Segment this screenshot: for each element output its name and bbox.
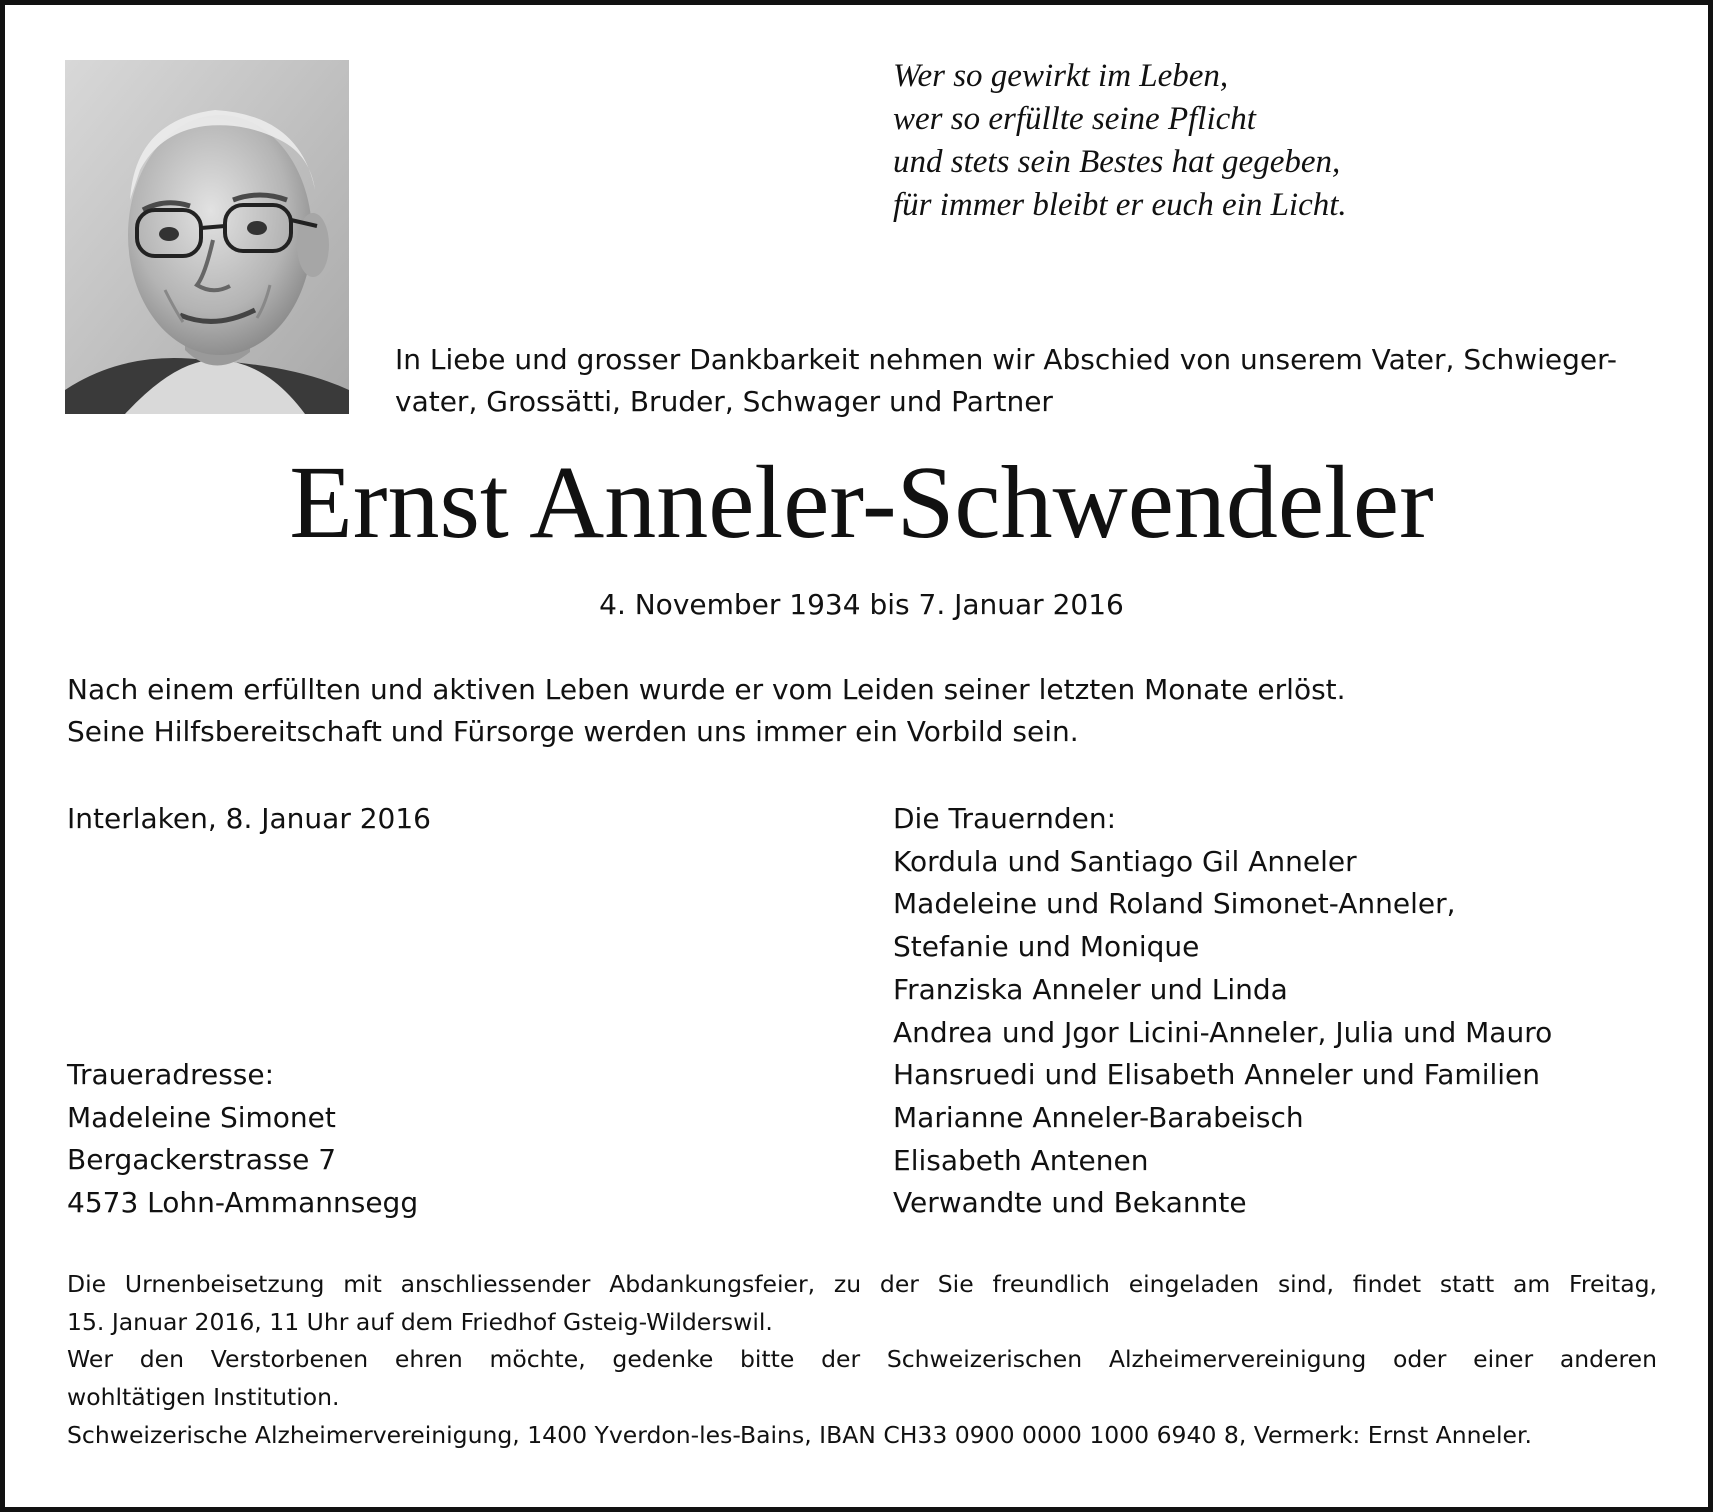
address-line: Madeleine Simonet: [67, 1100, 336, 1134]
poem-line: wer so erfüllte seine Pflicht: [893, 101, 1256, 137]
donation-info-line: Wer den Verstorbenen ehren möchte, gedenke bitte der Schweizerischen Alzheimervereinigung oder einer anderen: [67, 1345, 1657, 1374]
place-date: Interlaken, 8. Januar 2016: [67, 802, 431, 835]
mourner-entry: Hansruedi und Elisabeth Anneler und Familien: [893, 1058, 1541, 1092]
mourner-entry: Madeleine und Roland Simonet-Anneler,: [893, 887, 1456, 921]
mourner-entry: Kordula und Santiago Gil Anneler: [893, 844, 1357, 878]
funeral-info-line: Die Urnenbeisetzung mit anschliessender Abdankungsfeier, zu der Sie freundlich eingeladen sind, findet statt am Freitag,: [67, 1270, 1657, 1298]
poem-line: Wer so gewirkt im Leben,: [893, 58, 1229, 94]
intro-text: [395, 339, 1665, 423]
mourners-list: [893, 798, 1673, 1225]
address-heading: Traueradresse:: [67, 1058, 275, 1091]
message-line: Nach einem erfüllten und aktiven Leben wurde er vom Leiden seiner letzten Monate erlöst.: [67, 673, 1346, 706]
portrait-illustration: [65, 60, 349, 414]
funeral-info: [67, 1266, 1657, 1455]
deceased-name: Ernst Anneler-Schwendeler: [289, 445, 1434, 560]
donation-info-line: wohltätigen Institution.: [67, 1383, 340, 1412]
message-line: Seine Hilfsbereitschaft und Fürsorge werden uns immer ein Vorbild sein.: [67, 715, 1079, 748]
intro-line: vater, Grossätti, Bruder, Schwager und Partner: [395, 385, 1053, 418]
mourners-heading: Die Trauernden:: [893, 802, 1117, 835]
bank-details-line: Schweizerische Alzheimervereinigung, 1400 Yverdon-les-Bains, IBAN CH33 0900 0000 1000 6940 8, Vermerk: Ernst Anneler.: [67, 1420, 1532, 1449]
address-line: Bergackerstrasse 7: [67, 1143, 337, 1177]
poem: [893, 55, 1653, 227]
mourner-entry: Elisabeth Antenen: [893, 1143, 1149, 1177]
poem-line: und stets sein Bestes hat gegeben,: [893, 144, 1341, 180]
mourning-address: [67, 1054, 667, 1225]
mourner-entry: Andrea und Jgor Licini-Anneler, Julia und Mauro: [893, 1015, 1553, 1049]
portrait-photo: [65, 60, 349, 414]
poem-line: für immer bleibt er euch ein Licht.: [893, 187, 1347, 223]
mourner-entry: Stefanie und Monique: [893, 930, 1200, 964]
message-text: [67, 669, 1667, 753]
funeral-info-line: 15. Januar 2016, 11 Uhr auf dem Friedhof Gsteig-Wilderswil.: [67, 1307, 773, 1336]
mourner-entry: Franziska Anneler und Linda: [893, 972, 1288, 1006]
address-line: 4573 Lohn-Ammannsegg: [67, 1186, 419, 1220]
mourner-entry: Marianne Anneler-Barabeisch: [893, 1100, 1304, 1134]
mourner-entry: Verwandte und Bekannte: [893, 1186, 1247, 1220]
intro-line: In Liebe und grosser Dankbarkeit nehmen wir Abschied von unserem Vater, Schwieger-: [395, 343, 1617, 376]
life-dates: 4. November 1934 bis 7. Januar 2016: [599, 588, 1124, 621]
